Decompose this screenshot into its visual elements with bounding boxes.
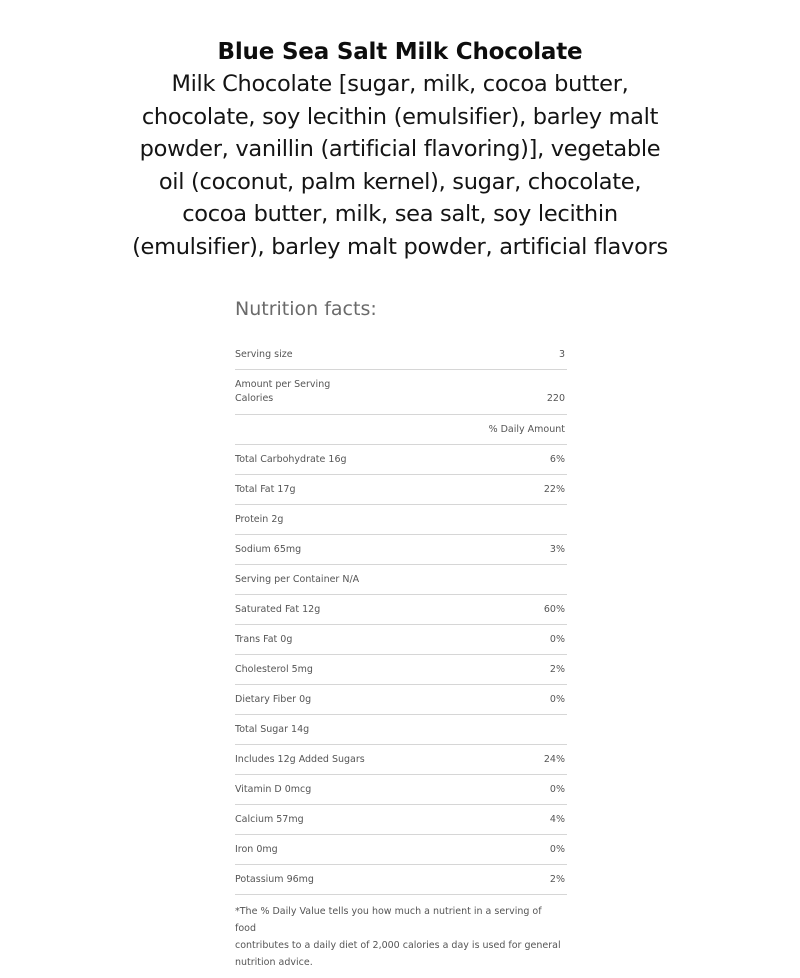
ingredients-list	[120, 68, 680, 263]
nutrition-facts-heading: Nutrition facts:	[235, 298, 377, 320]
nutrient-label: Total Fat 17g	[235, 484, 296, 495]
nutrient-row	[235, 655, 567, 685]
nutrient-row	[235, 775, 567, 805]
calories-label: Calories	[235, 393, 274, 404]
nutrient-value: 0%	[549, 694, 565, 705]
ingredients-line: powder, vanillin (artificial flavoring)], vegetable	[139, 136, 661, 162]
product-title: Blue Sea Salt Milk Chocolate	[217, 39, 583, 65]
ingredients-line: oil (coconut, palm kernel), sugar, chocolate,	[158, 168, 642, 195]
nutrient-value: 3%	[549, 544, 565, 555]
nutrient-row	[235, 535, 567, 565]
nutrient-value: 6%	[549, 454, 565, 465]
daily-amount-header-row	[235, 415, 567, 445]
product-header	[0, 36, 800, 263]
nutrient-label: Vitamin D 0mcg	[235, 784, 312, 795]
nutrient-label: Cholesterol 5mg	[235, 664, 313, 675]
nutrient-row	[235, 565, 567, 595]
ingredients-line: cocoa butter, milk, sea salt, soy lecithin	[182, 201, 618, 227]
nutrient-row	[235, 475, 567, 505]
nutrient-label: Includes 12g Added Sugars	[235, 754, 365, 765]
nutrient-row	[235, 505, 567, 535]
nutrient-row	[235, 805, 567, 835]
nutrient-value: 4%	[549, 814, 565, 825]
nutrient-value: 22%	[543, 484, 565, 495]
serving-size-row	[235, 340, 567, 370]
nutrient-value: 0%	[549, 784, 565, 795]
nutrient-row	[235, 745, 567, 775]
nutrient-label: Trans Fat 0g	[235, 634, 293, 645]
nutrient-label: Sodium 65mg	[235, 544, 302, 555]
nutrient-row	[235, 445, 567, 475]
footnote-line: nutrition advice.	[235, 957, 313, 968]
footnote-line: *The % Daily Value tells you how much a nutrient in a serving of food	[235, 906, 542, 934]
nutrient-value: 2%	[549, 874, 565, 885]
nutrient-row	[235, 715, 567, 745]
serving-size-label: Serving size	[235, 349, 293, 360]
nutrient-value: 2%	[549, 664, 565, 675]
nutrient-label: Total Sugar 14g	[235, 724, 310, 735]
nutrient-row	[235, 595, 567, 625]
amount-per-serving-label: Amount per Serving	[235, 379, 331, 390]
daily-value-footnote	[235, 903, 565, 971]
nutrient-label: Total Carbohydrate 16g	[235, 454, 347, 465]
ingredients-line: Milk Chocolate [sugar, milk, cocoa butter,	[171, 71, 629, 97]
nutrient-label: Iron 0mg	[235, 844, 278, 855]
footnote-line: contributes to a daily diet of 2,000 calories a day is used for general	[235, 940, 561, 951]
nutrient-value: 60%	[543, 604, 565, 615]
nutrient-label: Saturated Fat 12g	[235, 604, 321, 615]
calories-value: 220	[546, 393, 565, 404]
nutrient-row	[235, 835, 567, 865]
calories-row	[235, 370, 567, 415]
nutrient-value: 0%	[549, 844, 565, 855]
nutrient-row	[235, 685, 567, 715]
nutrition-facts-panel	[235, 294, 567, 971]
serving-size-value: 3	[558, 349, 565, 360]
ingredients-line: chocolate, soy lecithin (emulsifier), barley malt	[141, 103, 659, 130]
nutrient-row	[235, 625, 567, 655]
nutrient-label: Serving per Container N/A	[235, 574, 360, 585]
nutrient-label: Calcium 57mg	[235, 814, 304, 825]
nutrient-label: Dietary Fiber 0g	[235, 694, 312, 705]
nutrient-row	[235, 865, 567, 895]
nutrient-value: 24%	[543, 754, 565, 765]
nutrient-label: Protein 2g	[235, 514, 284, 525]
nutrient-label: Potassium 96mg	[235, 874, 314, 885]
nutrient-value: 0%	[549, 634, 565, 645]
daily-amount-header: % Daily Amount	[488, 424, 565, 435]
ingredients-line: (emulsifier), barley malt powder, artificial flavors	[132, 233, 668, 260]
